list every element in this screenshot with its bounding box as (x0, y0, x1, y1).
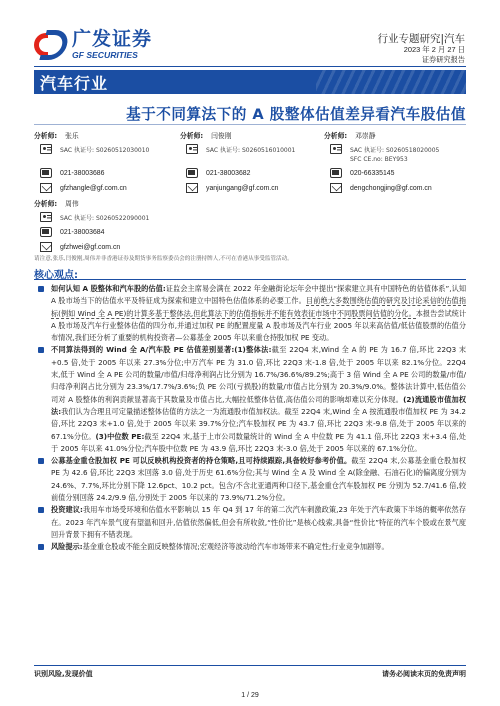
bullet-marker-icon (38, 507, 44, 513)
bullet-marker-icon (38, 458, 44, 464)
analyst-3-email[interactable]: dengchongjing@gf.com.cn (330, 183, 432, 193)
footer-disclaimer-note: 请务必阅读末页的免责声明 (382, 670, 466, 678)
report-kind: 证券研究报告 (421, 55, 465, 64)
report-industry: 汽车 (444, 33, 465, 45)
report-type: 行业专题研究 (377, 33, 441, 45)
id-card-icon (330, 144, 342, 154)
bullet-fund-holdings: 公募基金重仓股加权 PE 可以反映机构投资者的持仓策略,且可持续跟踪,具备较好参考价值。截至 22Q4 末,公募基金重仓股加权 PE 为 42.6 倍,环比 22Q3 末回落 3.0 倍,处于历史 61.6%分位;其与 Wind 全 A 及 Wind 全 A(除金融、石油石化)的偏离度分别为 24.6%、7.7%,环比分别下降 12.6pct、10.2 pct。包含/不含北亚通两种口径下,基金重仓汽车股加权 PE 分别为 52.7/41.6 倍,较前值分别回落 24.2/9.9 倍,分别处于 2005 年以来的 73.9%/71.2%分位。 (34, 455, 466, 504)
analyst-2-sac: SAC 执证号: S0260516010001 (186, 144, 295, 154)
report-category: 行业专题研究|汽车 (377, 33, 465, 45)
phone-icon (186, 168, 198, 178)
page-number: 1 / 29 (241, 692, 259, 699)
analyst-3-sac: SAC 执证号: S0260518020005 (330, 144, 439, 154)
id-card-icon (40, 212, 52, 222)
analyst-1-email[interactable]: gfzhangle@gf.com.cn (40, 183, 127, 193)
bullet-pe-methods: 不同算法得到的 Wind 全 A/汽车股 PE 估值差别显著:(1)整体法:截至 22Q4 末,Wind 全 A 的 PE 为 16.7 倍,环比 22Q3 末+0.5 倍,处于 2005 年以来 27.3%分位;中万汽车 PE 为 31.0 倍,环比 22Q3 末-1.8 倍,处于 2005 年以来 82.1%分位。22Q4 末,低于 Wind 全 A PE 公司的数量/市值/归母净利润占比分别为 16.7%/36.6%/89.2%;高于 3 倍 Wind 全 A PE 公司的数量/市值/归母净利润占比分别为 23.3%/17.7%/3.6%;负 PE 公司(亏损股)的数量/市值占比分别为 20.3%/9.0%。整体法计算中,低估值公司对 A 股整体的利润贡献显著高于其数量及市值占比,大幅拉低整体估值,高估值公司的影响却难以充分体现。(2)流通股市值加权法:我们认为合理且可定量描述整体估值的方法之一为流通股市值加权法。截至 22Q4 末,Wind 全 A 按流通股市值加权 PE 为 34.2 倍,环比 22Q3 末+1.0 倍,处于 2005 年以来 39.7%分位;汽车股加权 PE 为 43.7 倍,环比 22Q3 末-9.8 倍,处于 2005 年以来的 67.1%分位。(3)中位数 PE:截至 22Q4 末,基于上市公司数量统计的 Wind 全 A 中位数 PE 为 41.1 倍,环比 22Q3 末+3.4 倍,处于 2005 年以来 41.0%分位;汽车股中位数 PE 为 43.9 倍,环比 22Q3 末-3.0 倍,处于 2005 年以来的 67.1%分位。 (34, 344, 466, 455)
mail-icon (40, 183, 52, 193)
sector-banner (34, 70, 466, 94)
banner-stripe-decoration (316, 70, 466, 94)
footer-slogan: 识别风险,发现价值 (34, 670, 93, 678)
title-divider (34, 124, 466, 125)
analyst-4-phone: 021-38003684 (40, 227, 104, 237)
core-view-heading: 核心观点: (34, 270, 78, 281)
phone-icon (40, 227, 52, 237)
gf-securities-logo (34, 30, 152, 60)
analyst-2-name: 分析师: 闫俊刚 (180, 132, 232, 140)
footer-divider (34, 665, 466, 666)
core-view-body (34, 283, 466, 554)
analyst-disclaimer: 请注意,张乐,闫俊刚,周伟并非香港证券及期货事务监察委员会的注册持牌人,不可在香港从事受监管活动。 (34, 256, 293, 262)
bullet-investment-advice: 投资建议:我用车市场受环境和估值水平影响以 15 年 Q4 到 17 年的第二次汽车刺激政策,23 年处于汽车政策下半场的概率依然存在。2023 年汽车景气度有望温和回升,估值依然偏低,但会有所收敛,“性价比”是核心线索,具备“性价比”特征的汽车个股或在景气度回升背景下拥有不错表现。 (34, 504, 466, 541)
bullet-valuation-cognition: 如何认知 A 股整体和汽车股的估值:证监会主席易会满在 2022 年金融街论坛年会中提出“探索建立具有中国特色的估值体系”,认知 A 股市场当下的估值水平及特征成为探索和建立中国特色估值体系的必要工作。目前绝大多数围绕估值的研究及讨论采信的估值指标(例如 Wind 全 A PE)的计算多基于整体法,但此算法下的估值指标并不能有效表征市场中不同股票间估值的分化。本报告尝试统计 A 股市场及汽车行业整体估值的四分布,并通过加权 PE 的配置度量 A 股市场及汽车行业 2005 年以来高估值/低估值股票的估值分布情况,我们还分析了重要的机构投资者—公募基金 2005 年以来重仓持股加权 PE 变动。 (34, 283, 466, 344)
analyst-3-name: 分析师: 邓崇静 (324, 132, 376, 140)
analyst-2-phone: 021-38003682 (186, 168, 250, 178)
analyst-2-email[interactable]: yanjungang@gf.com.cn (186, 183, 279, 193)
mail-icon (186, 183, 198, 193)
report-title: 基于不同算法下的 A 股整体估值差异看汽车股估值 (126, 106, 466, 123)
bullet-risk-warning: 风险提示:基金重仓股或不能全面反映整体情况;宏观经济等波动给汽车市场带来不确定性;行业竞争加剧等。 (34, 541, 466, 553)
id-card-icon (186, 144, 198, 154)
analyst-1-name: 分析师: 张乐 (34, 132, 79, 140)
analyst-3-sfc: SFC CE.no: BEY953 (350, 156, 408, 163)
header-divider (34, 66, 466, 67)
analyst-4-sac: SAC 执证号: S0260522090001 (40, 212, 149, 222)
analyst-1-phone: 021-38003686 (40, 168, 104, 178)
analyst-4-name: 分析师: 周伟 (34, 200, 79, 208)
mail-icon (40, 242, 52, 252)
analyst-4-email[interactable]: gfzhwei@gf.com.cn (40, 242, 120, 252)
phone-icon (40, 168, 52, 178)
bullet-marker-icon (38, 544, 44, 550)
brand-name-cn: 广发证券 (72, 28, 153, 51)
core-view-divider (34, 279, 466, 280)
analyst-1-sac: SAC 执证号: S0260512030010 (40, 144, 149, 154)
gf-logo-icon (34, 30, 68, 60)
report-date: 2023 年 2 月 27 日 (403, 45, 465, 54)
bullet-marker-icon (38, 286, 44, 292)
mail-icon (330, 183, 342, 193)
id-card-icon (40, 144, 52, 154)
analyst-3-phone: 020-66335145 (330, 168, 394, 178)
sector-title: 汽车行业 (40, 74, 109, 93)
bullet-marker-icon (38, 347, 44, 353)
phone-icon (330, 168, 342, 178)
brand-name-en: GF SECURITIES (72, 50, 138, 61)
